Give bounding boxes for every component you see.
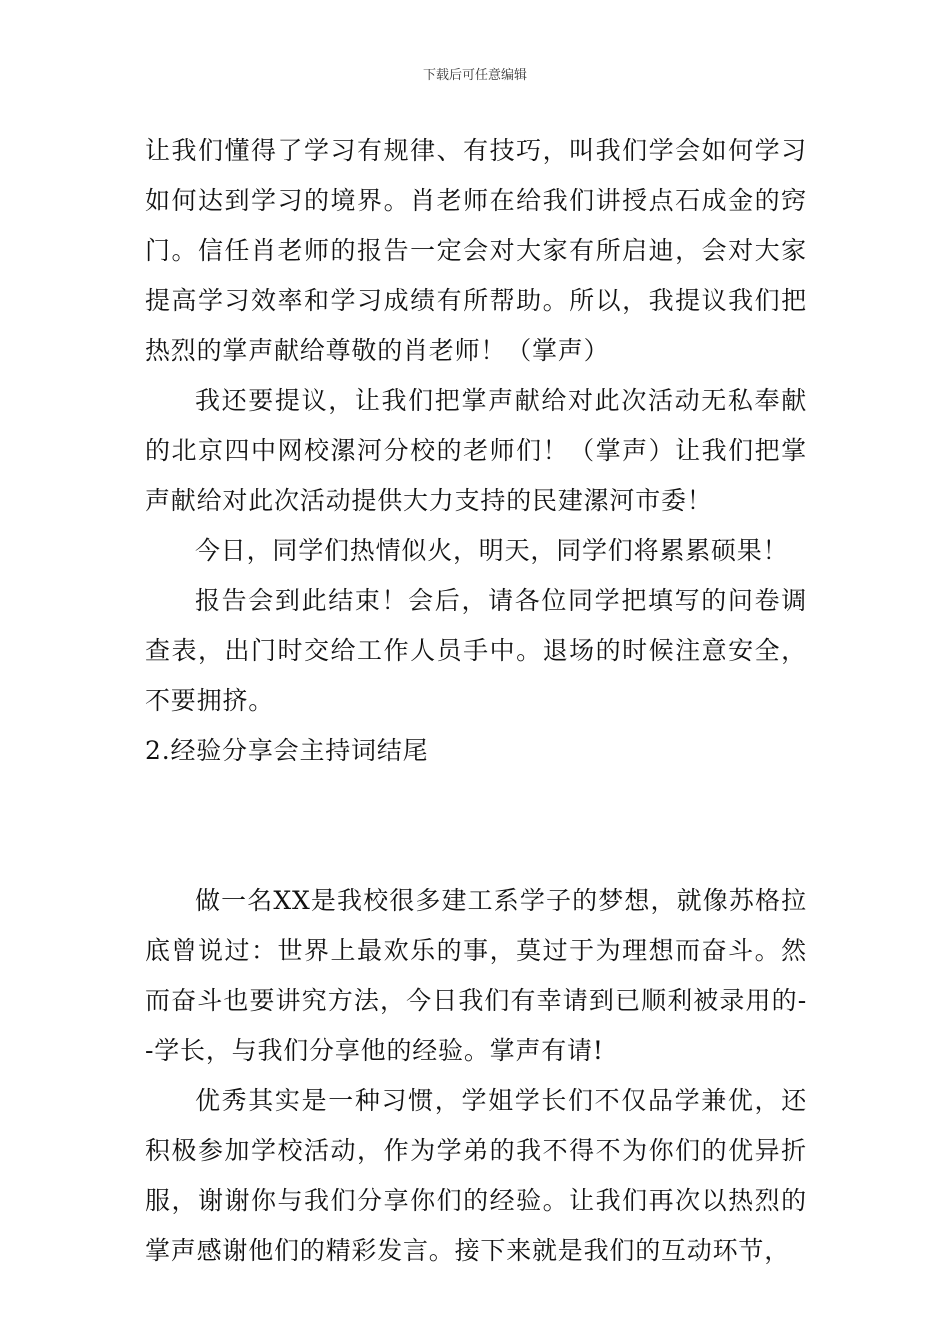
header-note: 下载后可任意编辑 [422, 68, 527, 83]
document-body [145, 126, 807, 1276]
paragraph: 报告会到此结束！会后，请各位同学把填写的问卷调查表，出门时交给工作人员手中。退场的时候注意安全，不要拥挤。 [145, 586, 807, 715]
section-heading: 2.经验分享会主持词结尾 [145, 736, 429, 765]
paragraph: 我还要提议，让我们把掌声献给对此次活动无私奉献的北京四中网校漯河分校的老师们！（掌声）让我们把掌声献给对此次活动提供大力支持的民建漯河市委！ [145, 386, 807, 515]
paragraph: 做一名XX是我校很多建工系学子的梦想，就像苏格拉底曾说过：世界上最欢乐的事，莫过于为理想而奋斗。然而奋斗也要讲究方法，今日我们有幸请到已顺利被录用的--学长，与我们分享他的经验。掌声有请! [145, 886, 807, 1065]
paragraph: 优秀其实是一种习惯，学姐学长们不仅品学兼优，还积极参加学校活动，作为学弟的我不得不为你们的优异折服，谢谢你与我们分享你们的经验。让我们再次以热烈的掌声感谢他们的精彩发言。接下来就是我们的互动环节， [145, 1086, 807, 1265]
paragraph: 让我们懂得了学习有规律、有技巧，叫我们学会如何学习如何达到学习的境界。肖老师在给我们讲授点石成金的窍门。信任肖老师的报告一定会对大家有所启迪，会对大家提高学习效率和学习成绩有所帮助。所以，我提议我们把热烈的掌声献给尊敬的肖老师！（掌声） [145, 136, 807, 365]
paragraph: 今日，同学们热情似火，明天，同学们将累累硕果！ [195, 536, 789, 565]
